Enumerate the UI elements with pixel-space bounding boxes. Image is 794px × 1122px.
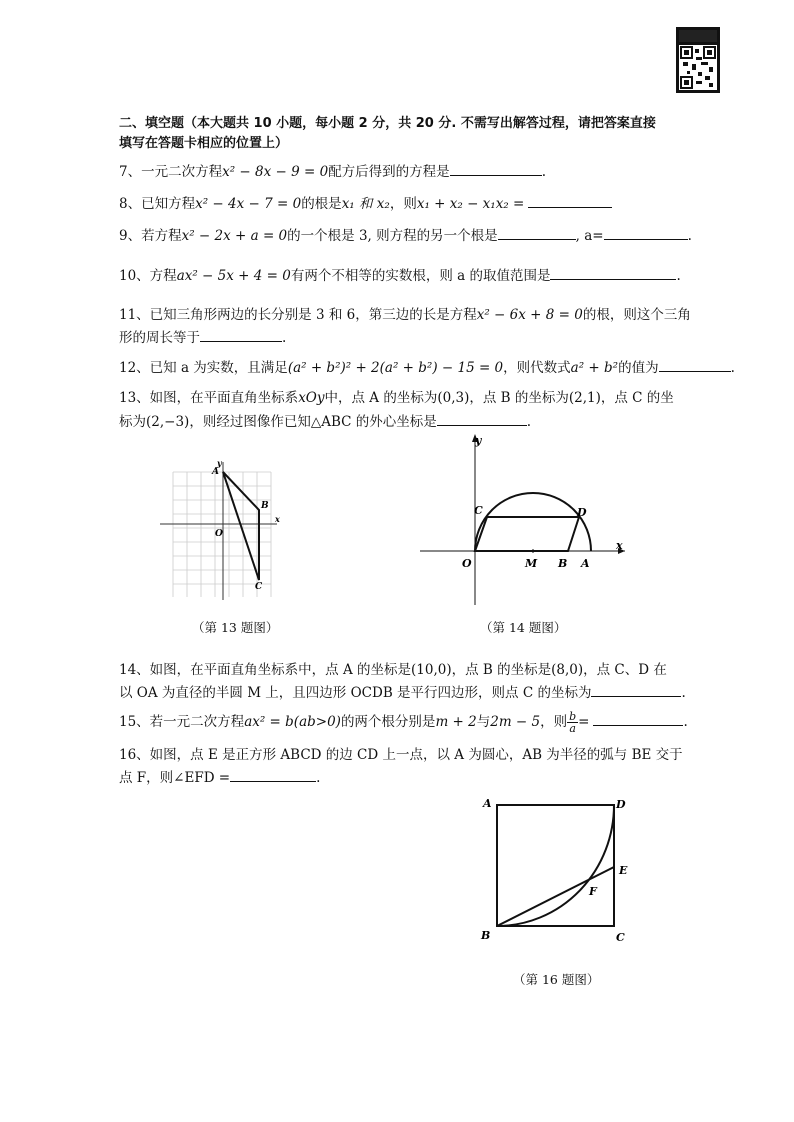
q8-expression: x₁ + x₂ − x₁x₂ = [416,196,525,212]
q12-end: . [730,360,735,376]
q15-frac-den: a [569,722,576,735]
q15-end: . [683,714,688,730]
q13-line1b: 中，点 A 的坐标为 [324,390,438,406]
q9-answer-blank-root[interactable] [498,227,576,240]
fig14-label-c: C [474,504,483,517]
q12-answer-blank[interactable] [659,359,731,372]
question-16-line1 [119,743,683,763]
q13-line1d: ，点 C 的坐 [600,390,674,406]
q7-prefix: 7、一元二次方程 [119,164,223,180]
question-8 [119,192,612,212]
q11-equation: x² − 6x + 8 = 0 [476,307,583,323]
fig13-label-a: A [212,467,219,477]
q9-mid: 的一个根是 3, 则方程的另一个根是 [287,228,498,244]
q13-xoy: xOy [298,390,325,406]
q14-line2: 以 OA 为直径的半圆 M 上，且四边形 OCDB 是平行四边形，则点 C 的坐标为 [119,685,592,701]
q12-suffix: 的值为 [618,360,659,376]
q14-line1a: 14、如图，在平面直角坐标系中，点 A 的坐标是 [119,662,412,678]
fig14-label-o: O [462,557,472,570]
q11-line2: 形的周长等于 [119,330,200,346]
question-11-line1 [119,303,691,323]
qr-module [705,76,710,80]
q15-answer-blank[interactable] [593,713,683,726]
fig16-square-abcd [497,805,614,926]
q15-mid2: ，则 [540,714,568,730]
q9-prefix: 9、若方程 [119,228,182,244]
figure-13-caption: （第 13 题图） [192,620,279,635]
figure-16 [475,793,635,953]
q16-end: . [316,770,321,786]
section-title-line2: 填写在答题卡相应的位置上） [119,136,289,151]
q13-line2a: 标为 [119,414,146,430]
q8-mid2: ，则 [389,196,417,212]
q10-answer-blank[interactable] [550,267,676,280]
q13-end: . [526,414,532,430]
section-title [119,114,691,154]
qr-code [676,27,720,93]
question-14-line2 [119,681,686,701]
q11-line1a: 11、已知三角形两边的长分别是 3 和 6，第三边的长是方程 [119,307,477,323]
figure-14 [415,430,630,610]
qr-module [692,64,696,70]
question-7 [119,160,546,180]
fig16-label-c: C [616,931,625,944]
question-10 [119,264,681,284]
question-12 [119,356,735,376]
q12-expression: a² + b² [570,360,619,376]
q16-answer-blank[interactable] [230,769,316,782]
qr-finder [680,46,693,59]
fig16-label-a: A [483,797,492,810]
q9-answer-blank-a[interactable] [604,227,688,240]
q7-answer-blank[interactable] [450,163,542,176]
q15-root2: 2m − 5 [490,714,541,730]
q9-equation: x² − 2x + a = 0 [181,228,288,244]
q13-point-a: (0,3) [437,390,470,406]
fig16-label-d: D [616,798,626,811]
qr-module [698,72,702,76]
question-16-line2 [119,766,320,786]
question-14-line1 [119,658,667,678]
fig14-label-a: A [581,557,590,570]
question-9 [119,224,692,244]
fig13-label-y: y [217,458,222,468]
q11-answer-blank[interactable] [200,329,282,342]
q14-end: . [681,685,686,701]
q15-frac-num: b [569,710,577,723]
q13-line1c: ，点 B 的坐标为 [469,390,569,406]
q12-mid: ，则代数式 [503,360,571,376]
fig14-semicircle [475,493,591,551]
fig14-label-b: B [558,557,568,570]
q14-line1c: ，点 C、D 在 [583,662,667,678]
question-13-line2 [119,410,531,430]
q13-answer-blank[interactable] [437,413,527,426]
fig14-label-y: y [475,434,482,447]
q13-line2b: ，则经过图像作已知△ABC 的外心坐标是 [189,414,437,430]
q16-line1: 16、如图，点 E 是正方形 ABCD 的边 CD 上一点，以 A 为圆心，AB 为半径的弧与 BE 交于 [119,747,683,763]
q14-point-b: (8,0) [551,662,584,678]
q9-mid2: , a= [575,228,604,244]
figure-14-caption: （第 14 题图） [480,620,567,635]
q15-fraction [567,711,578,734]
fig13-label-b: B [261,501,269,511]
qr-header [679,30,717,42]
fig13-triangle-abc [223,472,259,580]
section-title-line1: 二、填空题（本大题共 10 小题，每小题 2 分，共 20 分. 不需写出解答过程，请把答案直接 [119,116,656,131]
fig14-label-d: D [577,506,587,519]
q13-point-b: (2,1) [568,390,601,406]
qr-module [701,62,708,65]
qr-module [696,57,702,60]
q11-end: . [282,330,287,346]
fig13-label-c: C [255,582,263,592]
q11-line1b: 的根，则这个三角 [582,307,691,323]
q15-root1: m + 2 [435,714,477,730]
q16-line2: 点 F，则∠EFD = [119,770,231,786]
q10-equation: ax² − 5x + 4 = 0 [176,268,291,284]
fig16-label-f: F [589,885,597,898]
q15-mid: 的两个根分别是 [340,714,436,730]
q8-prefix: 8、已知方程 [119,196,196,212]
figure-16-caption: （第 16 题图） [513,972,600,987]
fig16-arc-bd [497,805,614,926]
q8-answer-blank[interactable] [528,195,612,208]
q15-and: 与 [476,714,491,730]
q15-prefix: 15、若一元二次方程 [119,714,245,730]
q14-point-a: (10,0) [411,662,452,678]
q8-roots: x₁ 和 x₂ [341,196,390,212]
q8-equation: x² − 4x − 7 = 0 [195,196,302,212]
qr-finder [680,76,693,89]
figure-13 [155,452,290,602]
qr-module [683,62,688,66]
qr-pattern [679,45,717,90]
q10-prefix: 10、方程 [119,268,177,284]
question-13-line1 [119,386,674,406]
q13-line1a: 13、如图，在平面直角坐标系 [119,390,299,406]
question-15 [119,708,688,736]
q15-eq: = [578,714,590,730]
fig13-label-o: O [215,529,223,539]
qr-module [696,81,702,84]
q9-end: . [687,228,692,244]
q7-end: . [541,164,546,180]
q15-equation: ax² = b(ab>0) [244,714,341,730]
fig14-parallelogram-ocdb [475,517,579,551]
question-11-line2 [119,326,286,346]
qr-module [695,49,699,53]
fig14-label-x: x [616,539,623,552]
q12-prefix: 12、已知 a 为实数，且满足 [119,360,288,376]
q7-equation: x² − 8x − 9 = 0 [222,164,329,180]
q10-end: . [676,268,681,284]
q8-mid: 的根是 [301,196,342,212]
q10-mid: 有两个不相等的实数根，则 a 的取值范围是 [290,268,551,284]
qr-module [687,71,690,74]
fig16-label-b: B [481,929,491,942]
qr-module [709,67,713,72]
fig14-label-m: M [525,557,538,570]
q13-point-c: (2,−3) [146,414,190,430]
q14-answer-blank[interactable] [591,684,681,697]
q12-equation: (a² + b²)² + 2(a² + b²) − 15 = 0 [287,360,504,376]
qr-module [709,83,713,87]
qr-finder [703,46,716,59]
q14-line1b: ，点 B 的坐标是 [451,662,552,678]
fig13-label-x: x [275,514,280,524]
fig16-label-e: E [619,864,628,877]
q7-suffix: 配方后得到的方程是 [328,164,450,180]
